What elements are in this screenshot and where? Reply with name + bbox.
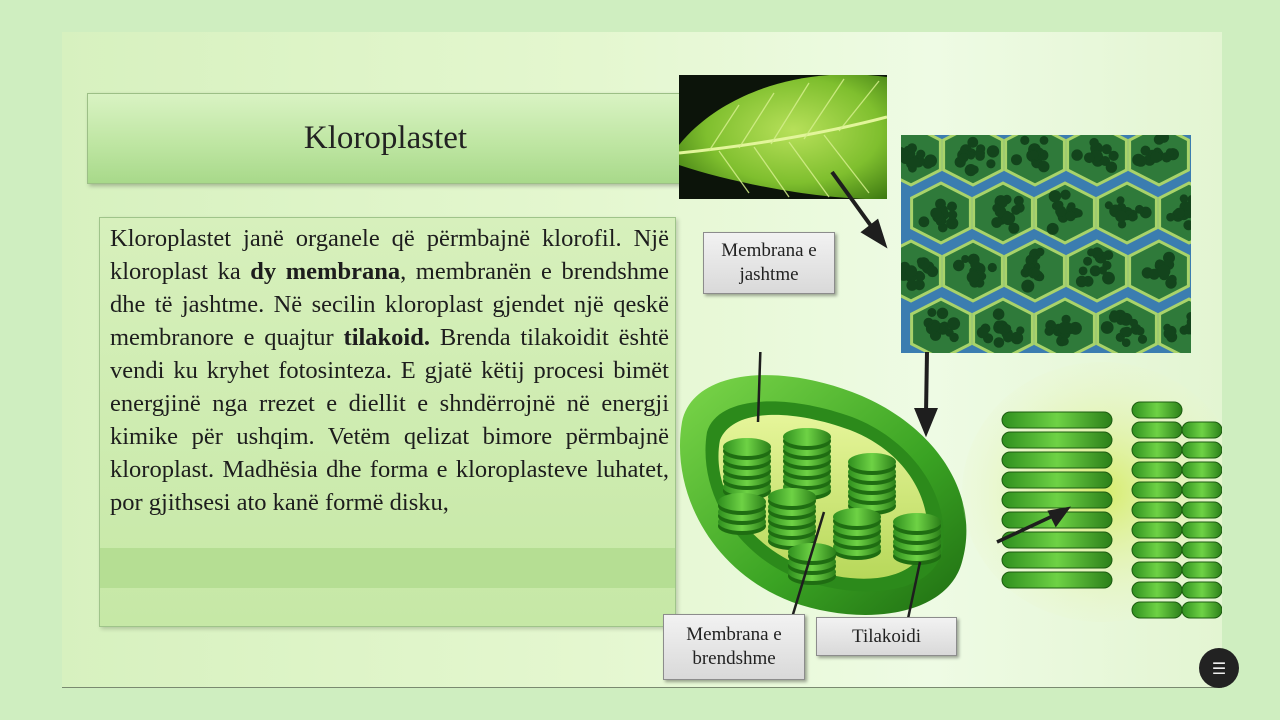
- label-text: jashtme: [739, 264, 799, 285]
- body-text: [100, 218, 675, 519]
- body-bold-term: dy membrana: [250, 258, 401, 285]
- label-text: brendshme: [692, 648, 776, 669]
- body-text-part: Brenda tilakoidit është vendi ku kryhet fotosinteza. E gjatë këtij procesi bimët energjinë nga rrezet e diellit e shndërrojnë në energji kimike për ushqim. Vetëm qelizat bimore përmbajnë kloroplast. Madhësia dhe forma e kloroplasteve luhatet, por gjithsesi ato kanë formë disku,: [110, 324, 669, 516]
- text-box: [99, 217, 676, 627]
- text-band: [100, 548, 675, 588]
- chloroplast-diagram: [662, 352, 1222, 652]
- label-inner-membrane: [663, 614, 805, 680]
- flow-arrows: [822, 152, 942, 472]
- microscope-cells-image: [901, 135, 1191, 353]
- menu-icon[interactable]: [1199, 648, 1239, 688]
- label-thylakoid: [816, 617, 957, 656]
- label-text: Tilakoidi: [852, 625, 921, 647]
- menu-glyph: ☰: [1211, 658, 1227, 678]
- body-text-part: , membranën e brendshme dhe të jashtme. Në secilin kloroplast gjendet një qeskë membranore e quajtur: [110, 258, 669, 351]
- label-text: Membrana e: [721, 240, 817, 261]
- body-bold-term: tilakoid.: [343, 324, 430, 351]
- body-text-part: Kloroplastet janë organele që përmbajnë klorofil. Një kloroplast ka: [110, 225, 669, 285]
- label-outer-membrane: [703, 232, 835, 294]
- slide-title-bar: [87, 93, 684, 184]
- slide-title: Kloroplastet: [303, 120, 468, 156]
- label-text: Membrana e: [686, 624, 782, 645]
- slide: [62, 32, 1222, 688]
